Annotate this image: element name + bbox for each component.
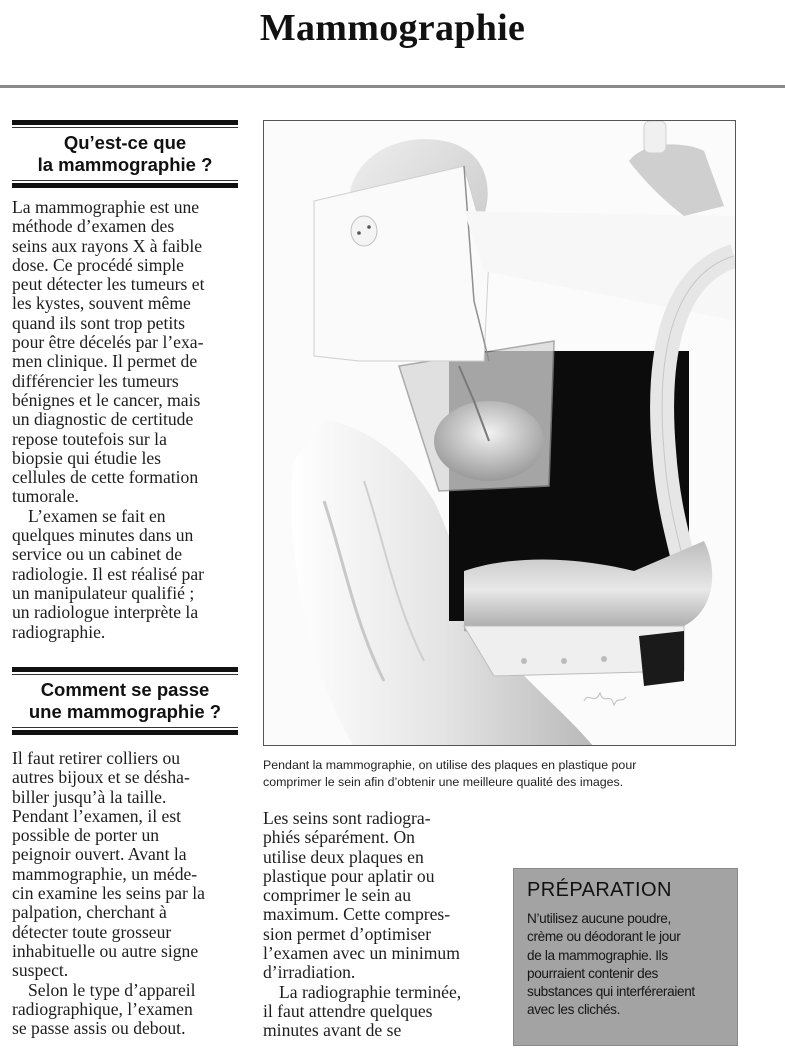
text-line: comprimer le sein au [263,885,412,906]
paragraph [12,749,252,981]
text-line: radiographique, l’examen [12,998,193,1019]
preparation-text [527,910,725,1020]
text-line: détecter toute grosseur [12,921,172,942]
text-line: il faut attendre quelques [263,1000,433,1021]
text-line: seins aux rayons X à faible [12,235,203,256]
text-line: l’examen avec un minimum [263,943,460,964]
paragraph [263,809,503,983]
text-line: autres bijoux et se désha- [12,767,190,788]
text-line: Il faut retirer colliers ou [12,748,181,768]
text-line: cellules de cette formation [12,467,199,488]
text-line: cin examine les seins par la [12,883,205,904]
rule-thick [12,183,238,188]
text-line: Les seins sont radiogra- [263,808,431,828]
text-line: peignoir ouvert. Avant la [12,844,187,865]
text-line: L’examen se fait en [28,505,166,526]
text-line: possible de porter un [12,825,160,846]
text-line: repose toutefois sur la [12,428,167,449]
rule-thin [12,180,238,181]
text-line: quand ils sont trop petits [12,312,185,333]
text-line: biller jusqu’à la taille. [12,786,167,807]
text-line: Selon le type d’appareil [28,979,196,1000]
text-line: La radiographie terminée, [279,981,462,1002]
text-line: pourraient contenir des [527,965,658,981]
text-line: biopsie qui étudie les [12,447,162,468]
heading-line: une mammographie ? [28,701,222,722]
text-line: men clinique. Il permet de [12,351,198,372]
text-line: d’irradiation. [263,962,356,983]
page-title: Mammographie [259,7,526,49]
text-line: méthode d’examen des [12,216,175,237]
text-line: palpation, cherchant à [12,902,167,923]
heading-line: Qu’est-ce que [63,132,187,153]
text-line: inhabituelle ou autre signe [12,940,199,961]
paragraph [263,983,503,1041]
paragraph [12,507,252,642]
text-line: mammographie, un méde- [12,863,198,884]
preparation-title: PRÉPARATION [527,879,672,901]
rule-thick [12,120,238,125]
rule-thin [12,727,238,728]
text-line: La mammographie est une [12,197,200,217]
text-line: un manipulateur qualifié ; [12,582,195,603]
text-line: N’utilisez aucune poudre, [527,911,671,926]
section2-body [12,749,252,1038]
section-header-what-is [12,120,238,188]
text-line: Pendant l’examen, il est [12,805,182,826]
text-line: avec les clichés. [527,1002,621,1018]
text-line: radiologie. Il est réalisé par [12,563,204,584]
text-line: plastique pour aplatir ou [263,865,435,886]
text-line: différencier les tumeurs [12,370,179,391]
text-line: les kystes, souvent même [12,293,191,314]
text-line: un radiologue interprète la [12,602,199,623]
text-line: se passe assis ou debout. [12,1018,186,1039]
preparation-box [513,868,738,1046]
text-line: quelques minutes dans un [12,525,194,546]
illustration-caption [263,757,763,791]
text-line: crème ou déodorant le jour [527,929,681,945]
text-line: phiés séparément. On [263,827,415,848]
section-heading [12,128,238,180]
text-line: maximum. Cette compres- [263,904,451,925]
heading-line: la mammographie ? [37,154,213,175]
rule-thick [12,667,238,672]
paragraph [12,981,252,1039]
caption-line: Pendant la mammographie, on utilise des plaques en plastique pour [263,758,637,772]
section1-body [12,198,252,642]
text-line: un diagnostic de certitude [12,409,194,430]
text-line: sion permet d’optimiser [263,923,432,944]
caption-line: comprimer le sein afin d’obtenir une meilleure qualité des images. [263,775,624,789]
illustration-drawing [264,121,736,746]
title-divider [0,85,785,88]
section-header-how [12,667,238,735]
paragraph [12,198,252,507]
heading-line: Comment se passe [40,679,210,700]
middle-column-body [263,809,503,1041]
text-line: de la mammographie. Ils [527,947,668,963]
text-line: tumorale. [12,486,79,507]
text-line: pour être décelés par l’exa- [12,332,204,353]
mammography-illustration [263,120,736,746]
text-line: service ou un cabinet de [12,544,183,565]
text-line: dose. Ce procédé simple [12,254,184,275]
text-line: bénignes et le cancer, mais [12,389,201,410]
text-line: peut détecter les tumeurs et [12,274,205,295]
rule-thick [12,730,238,735]
text-line: radiographie. [12,621,106,642]
text-line: substances qui interféreraient [527,984,695,1000]
text-line: utilise deux plaques en [263,846,424,867]
text-line: minutes avant de se [263,1020,402,1041]
text-line: suspect. [12,960,69,981]
section-heading [12,675,238,727]
